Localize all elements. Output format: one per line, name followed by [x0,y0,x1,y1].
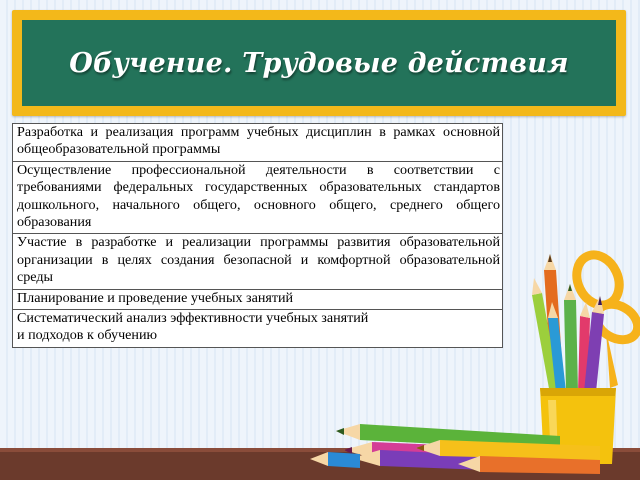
table-cell: Осуществление профессиональной деятельности в соответствии с требованиями федеральных государственных образовательных стандартов дошкольного, начального общего, основного общего, среднего общего образования [13,161,503,234]
table-cell: Планирование и проведение учебных занятий [13,289,503,309]
table-cell: Участие в разработке и реализации программы развития образовательной организации в целях создания безопасной и комфортной образовательной среды [13,234,503,289]
page-title: Обучение. Трудовые действия [69,47,569,79]
cell-line: и подходов к обучению [17,327,158,344]
cell-line: Систематический анализ эффективности учебных занятий [17,310,369,327]
table-cell: Разработка и реализация программ учебных дисциплин в рамках основной общеобразовательной программы [13,124,503,162]
